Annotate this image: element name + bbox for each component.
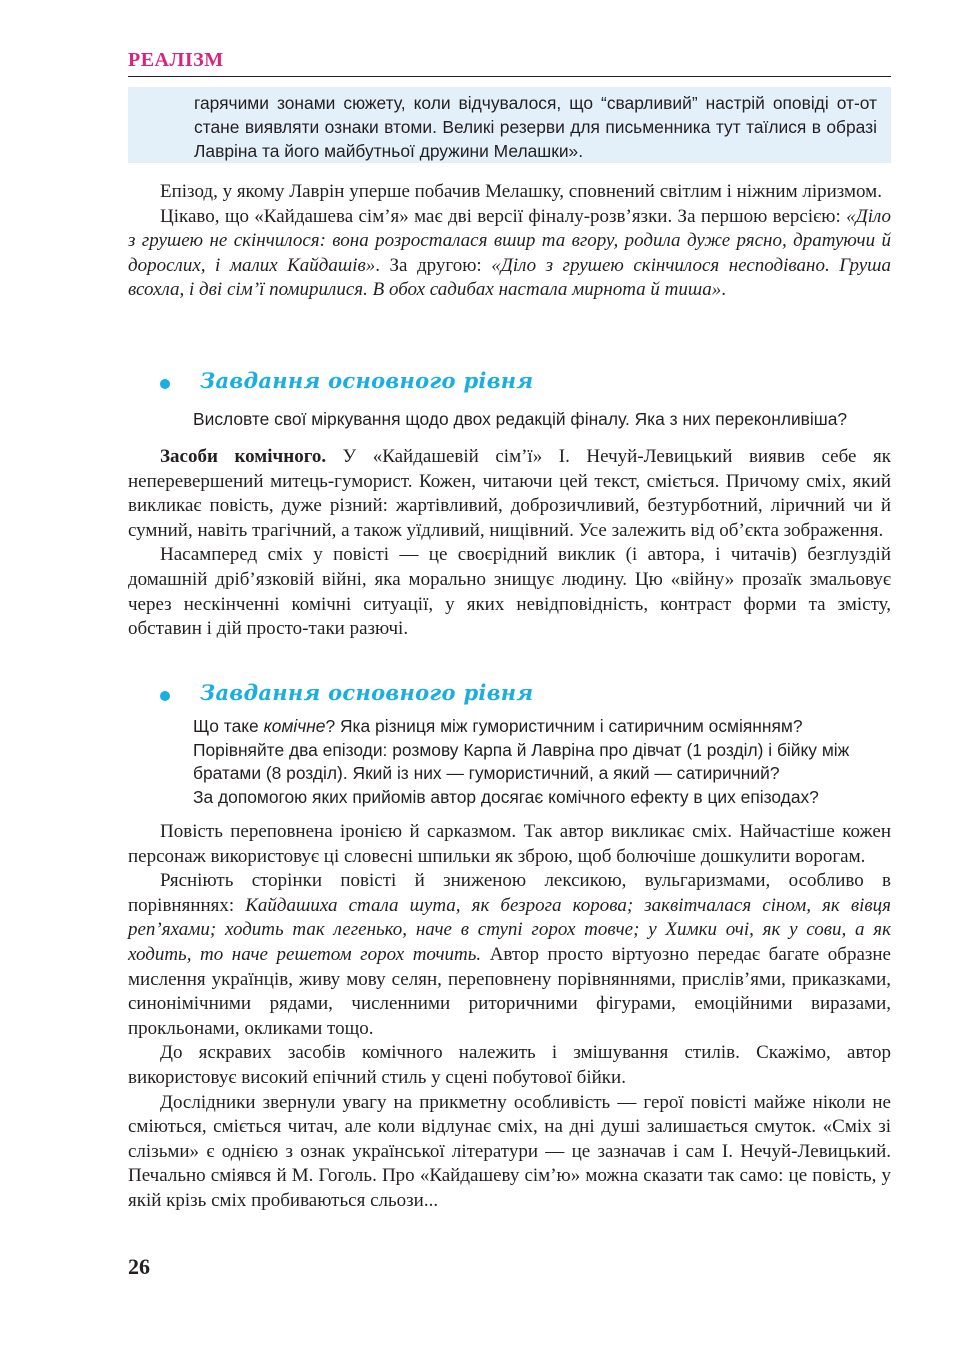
text-block-1 (128, 180, 891, 303)
section-title: РЕАЛІЗМ (128, 49, 224, 71)
paragraph (128, 445, 891, 543)
callout-text: гарячими зонами сюжету, коли відчувалося, що “сварливий” настрій оповіді от-от стане виявляти ознаки втоми. Великі резерви для письменника тут таїлися в образі Лавріна та його майбутньої дружини Мелашки». (194, 93, 877, 161)
bullet-icon (160, 379, 170, 389)
paragraph: Дослідники звернули увагу на прикметну особливість — герої повісті майже ніколи не сміються, сміється читач, але коли відлунає сміх, на дні душі залишається смуток. «Сміх зі слізьми» є однією з ознак української літератури — це зазначав і сам І. Нечуй-Левицький. Печально сміявся й М. Гоголь. Про «Кайдашеву сім’ю» можна сказати так само: це повість, у якій крізь сміх пробиваються сльози... (128, 1091, 891, 1211)
page-header (128, 46, 891, 77)
task-heading-1 (160, 368, 760, 398)
text-block-2 (128, 445, 891, 642)
subheading: Засоби комічного. (160, 446, 327, 467)
bullet-icon (160, 691, 170, 701)
task-question: Висловте свої міркування щодо двох редакцій фіналу. Яка з них переконливіша? (193, 409, 848, 429)
quote-run: «Діло з грушею не скінчилося: вона розросталася вшир та вгору, родила дуже рясно, дратуючи й дорослих, і малих Кайдашів» (128, 205, 891, 276)
task-text-2 (193, 715, 889, 809)
text-run: Автор просто віртуозно передає багате образне мислення українців, живу мову селян, переповнену порівняннями, прислів’ями, приказками, синонімічними рядами, численними риторичними фігурами, емоційними виразами, прокльонами, окликами тощо. (128, 943, 891, 1039)
task-title: Завдання основного рівня (200, 368, 534, 393)
paragraph (128, 205, 891, 303)
text-run: ? Яка різниця між гумористичним і сатиричним осміянням? (325, 716, 803, 736)
text-block-3 (128, 820, 891, 1214)
text-run: Цікаво, що «Кайдашева сім’я» має дві версії фіналу-розв’язки. За першою версією: (160, 205, 847, 227)
text-run: . За другою: (375, 254, 492, 276)
text-run: У «Кайдашевій сім’ї» І. Нечуй-Левицький виявив себе як неперевершений митець-гуморист. Кожен, читаючи цей текст, сміється. Причому сміх, який викликає повість, дуже різний: жартівливий, доброзичливий, безтурботний, ліричний чи й сумний, навіть трагічний, а також уїдливий, нищівний. Усе залежить від об’єкта зображення. (128, 446, 891, 541)
text-run: Рясніють сторінки повісті й зниженою лексикою, вульгаризмами, особливо в порівняннях: (128, 870, 891, 916)
text-run: Що таке (193, 716, 264, 736)
text-run: . (721, 279, 726, 301)
quote-run: «Діло з грушею скінчилося несподівано. Груша всохла, і дві сім’ї помирилися. В обох садибах настала мирнота й тиша» (128, 254, 892, 301)
paragraph: Повість переповнена іронією й сарказмом. Так автор викликає сміх. Найчастіше кожен персонаж використовує ці словесні шпильки як зброю, щоб болючіше дошкулити ворогам. (128, 821, 891, 867)
quote-run: Кайдашиха стала шута, як безрога корова; заквітчалася сіном, як вівця реп’яхами; ходить так легенько, наче в ступі горох товче; у Химки очі, як у сови, а як ходить, то наче решетом горох точить. (128, 894, 891, 965)
page-number: 26 (128, 1254, 150, 1279)
paragraph: Епізод, у якому Лаврін уперше побачив Мелашку, сповнений світлим і ніжним ліризмом. (160, 181, 882, 202)
callout-box (128, 87, 891, 163)
task-question: За допомогою яких прийомів автор досягає комічного ефекту в цих епізодах? (193, 786, 819, 807)
task-question (193, 715, 889, 739)
term-run: комічне (263, 716, 326, 736)
task-heading-2 (160, 680, 760, 710)
task-question: Порівняйте два епізоди: розмову Карпа й Лавріна про дівчат (1 розділ) і бійку між братами (8 розділ). Який із них — гумористичний, а який — сатиричний? (193, 739, 850, 783)
paragraph: До яскравих засобів комічного належить і змішування стилів. Скажімо, автор використовує високий епічний стиль у сцені побутової бійки. (128, 1042, 891, 1088)
paragraph: Насамперед сміх у повісті — це своєрідний виклик (і автора, і читачів) безглуздій домашній дріб’язковій війні, яка морально знищує людину. Цю «війну» прозаїк змальовує через нескінченні комічні ситуації, у яких невідповідність, контраст форми та змісту, обставин і дій просто-таки разючі. (128, 544, 891, 640)
task-text-1 (193, 408, 891, 432)
task-title: Завдання основного рівня (200, 680, 534, 705)
paragraph (128, 869, 891, 1041)
